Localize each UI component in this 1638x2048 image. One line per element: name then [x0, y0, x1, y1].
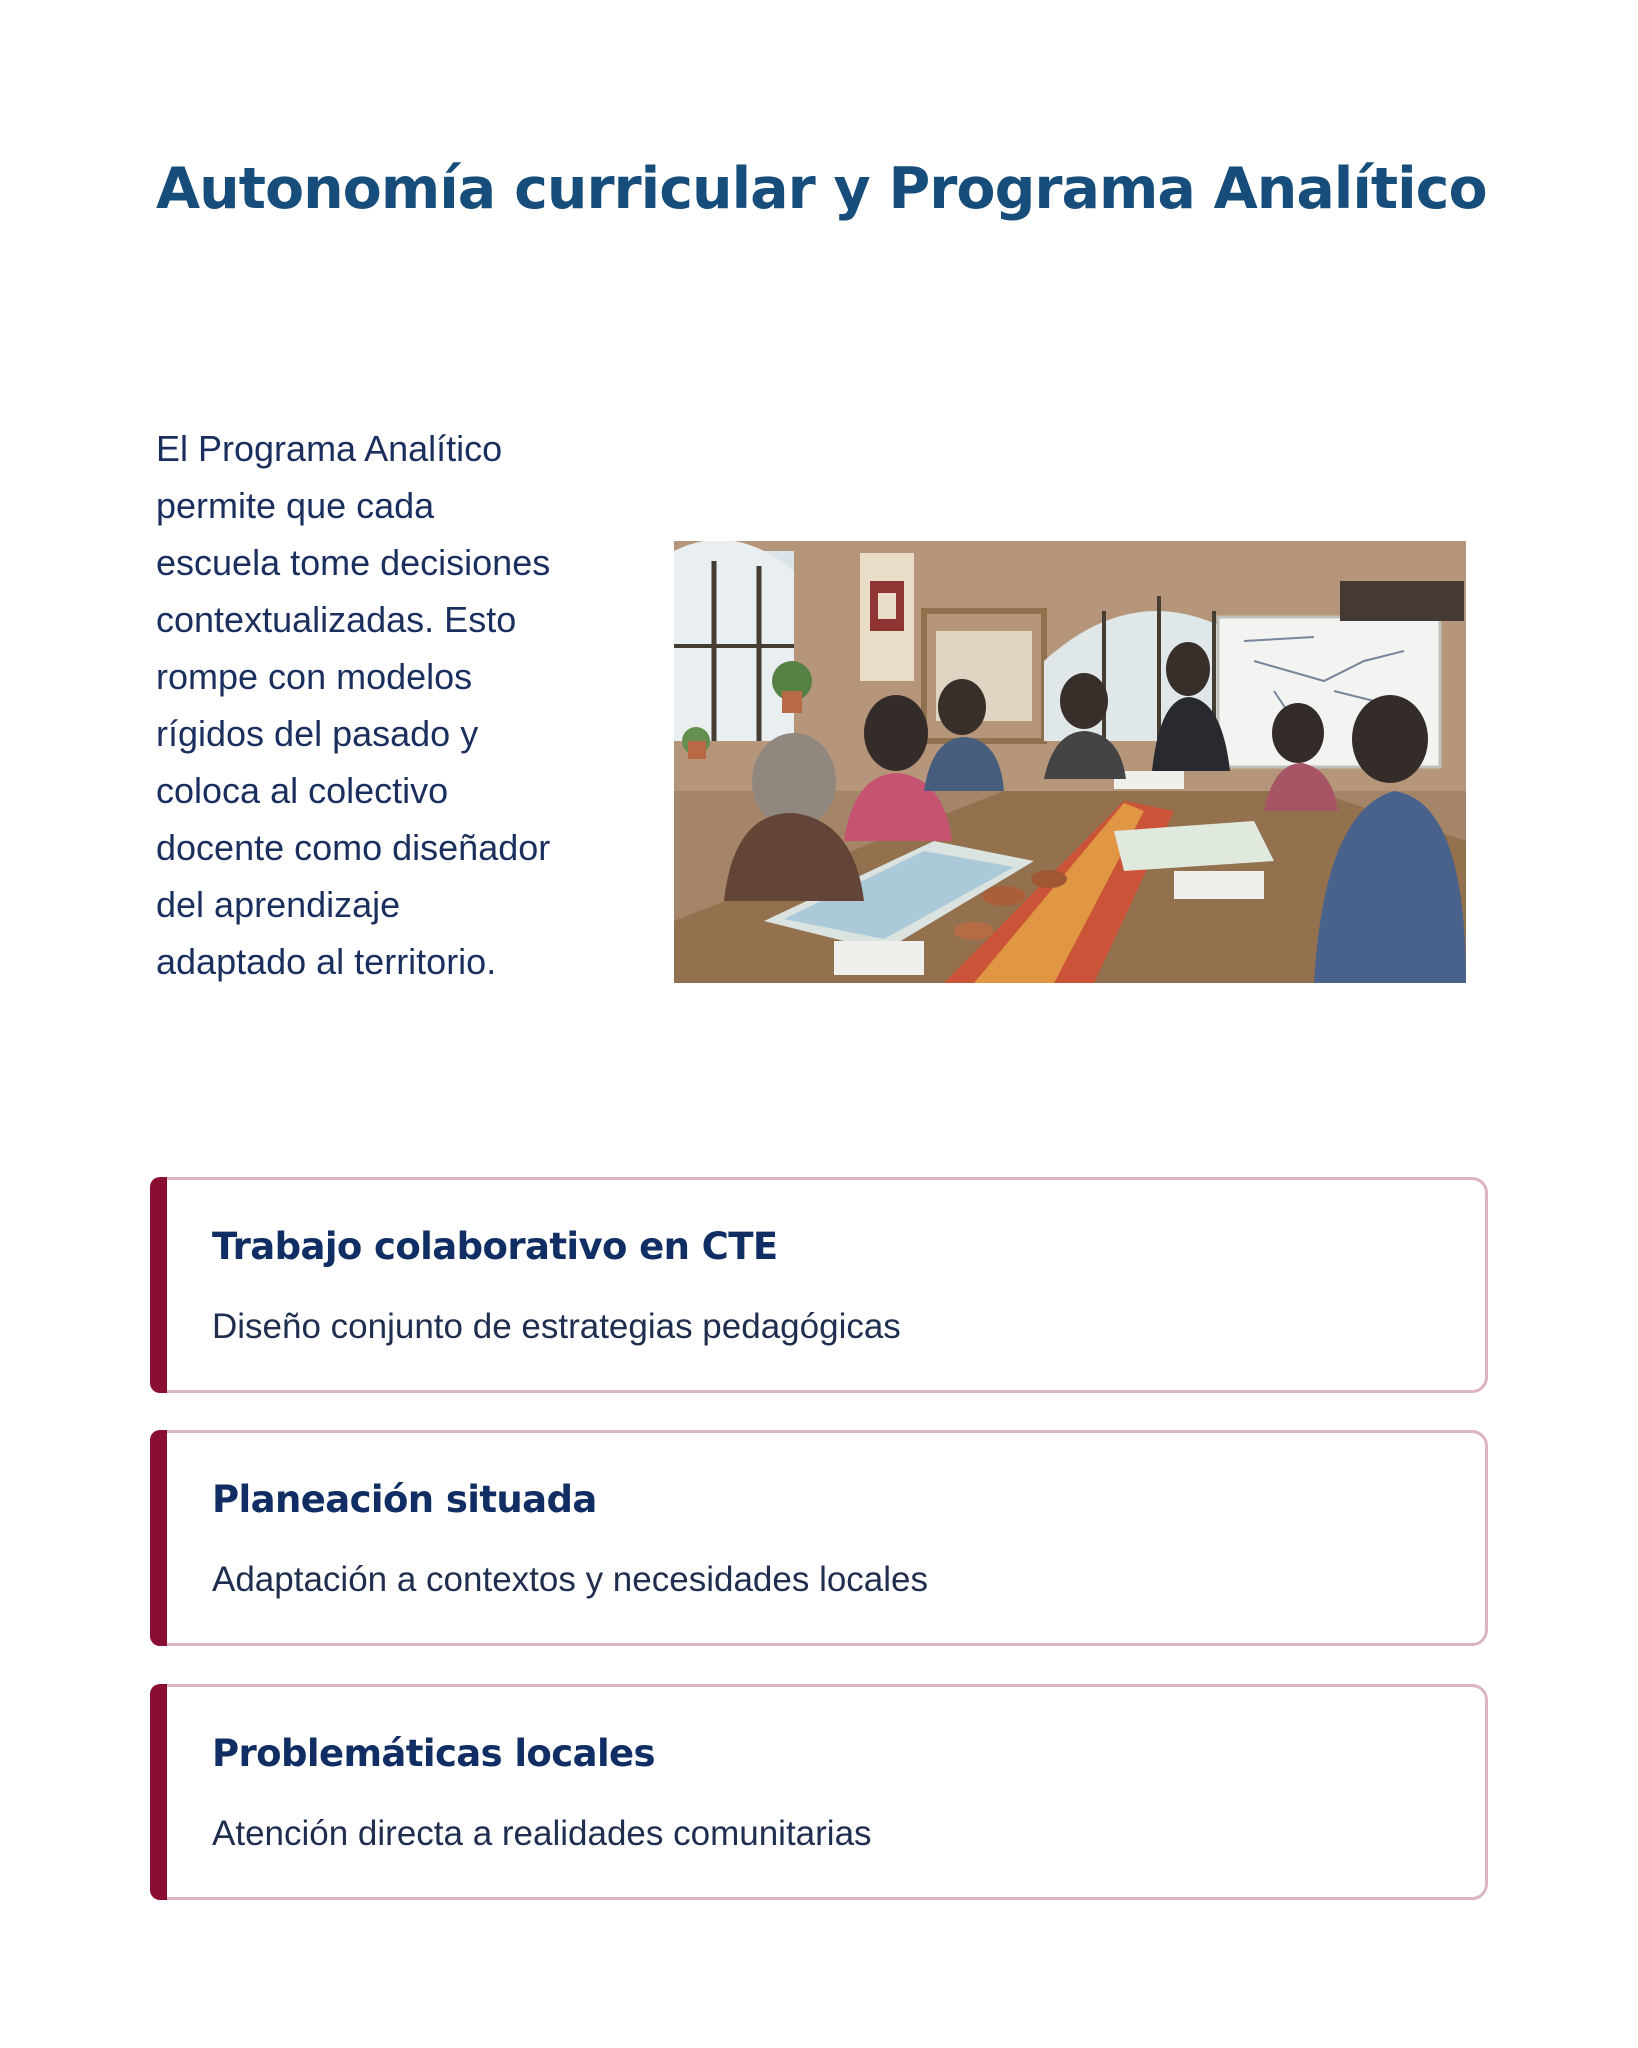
page-title: Autonomía curricular y Programa Analítico [156, 156, 1487, 222]
photo-teachers-collaborating [674, 541, 1466, 983]
card-description: Atención directa a realidades comunitarias [212, 1814, 872, 1853]
intro-paragraph: El Programa Analítico permite que cada escuela tome decisiones contextualizadas. Esto rompe con modelos rígidos del pasado y coloca al colectivo docente como diseñador del aprendizaje adaptado al territorio. [156, 428, 551, 982]
card-accent-bar [150, 1177, 167, 1393]
card-description: Adaptación a contextos y necesidades locales [212, 1560, 929, 1599]
feature-card-local-problems [150, 1684, 1488, 1900]
card-title: Problemáticas locales [212, 1732, 655, 1775]
card-title: Trabajo colaborativo en CTE [212, 1225, 778, 1268]
card-description: Diseño conjunto de estrategias pedagógicas [212, 1307, 901, 1346]
card-accent-bar [150, 1430, 167, 1646]
feature-card-situated-planning [150, 1430, 1488, 1646]
card-title: Planeación situada [212, 1478, 597, 1521]
card-accent-bar [150, 1684, 167, 1900]
feature-card-collaborative-work [150, 1177, 1488, 1393]
